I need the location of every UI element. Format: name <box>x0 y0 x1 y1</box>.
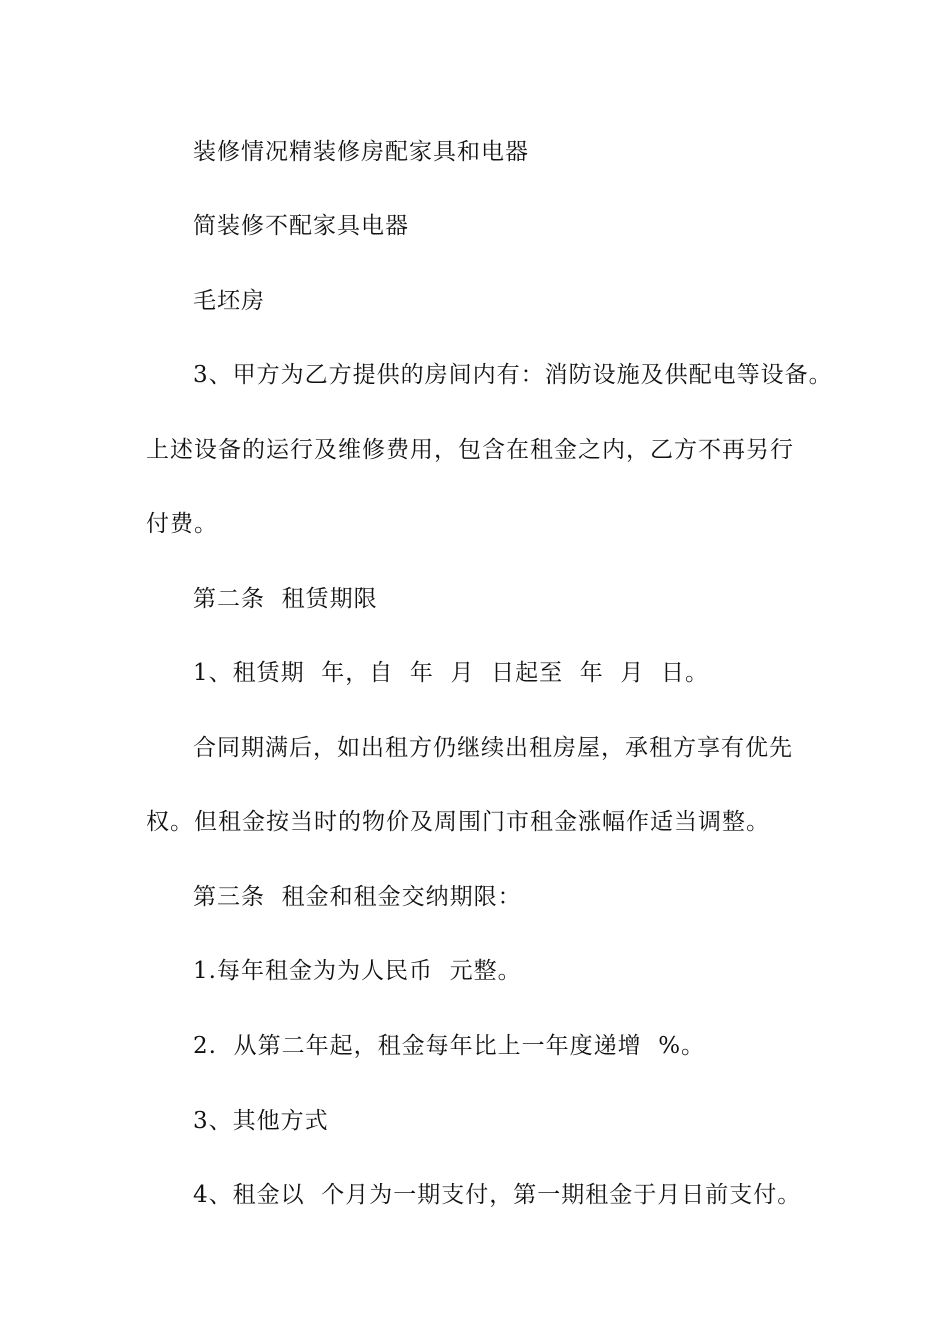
clause-equipment-continued: 上述设备的运行及维修费用，包含在租金之内，乙方不再另行 <box>146 437 794 463</box>
rent-increase-item: 2. 从第二年起，租金每年比上一年度递增 %。 <box>193 1033 706 1059</box>
payment-period-item: 4、租金以 个月为一期支付，第一期租金于月日前支付。 <box>193 1182 802 1208</box>
decoration-option-simple: 简装修不配家具电器 <box>193 213 409 239</box>
renewal-paragraph-continued: 权。但租金按当时的物价及周围门市租金涨幅作适当调整。 <box>146 809 770 835</box>
clause-equipment-paragraph: 3、甲方为乙方提供的房间内有：消防设施及供配电等设备。 <box>193 362 833 388</box>
decoration-option-rough: 毛坯房 <box>193 288 265 314</box>
annual-rent-item: 1.每年租金为为人民币 元整。 <box>193 958 522 984</box>
lease-term-paragraph: 1、租赁期 年，自 年 月 日起至 年 月 日。 <box>193 660 709 686</box>
article-three-heading: 第三条 租金和租金交纳期限： <box>193 884 522 910</box>
article-two-heading: 第二条 租赁期限 <box>193 586 378 612</box>
other-methods-item: 3、其他方式 <box>193 1108 329 1134</box>
clause-equipment-end: 付费。 <box>146 511 218 537</box>
decoration-option-fine: 装修情况精装修房配家具和电器 <box>193 139 529 165</box>
renewal-paragraph: 合同期满后，如出租方仍继续出租房屋，承租方享有优先 <box>193 735 793 761</box>
